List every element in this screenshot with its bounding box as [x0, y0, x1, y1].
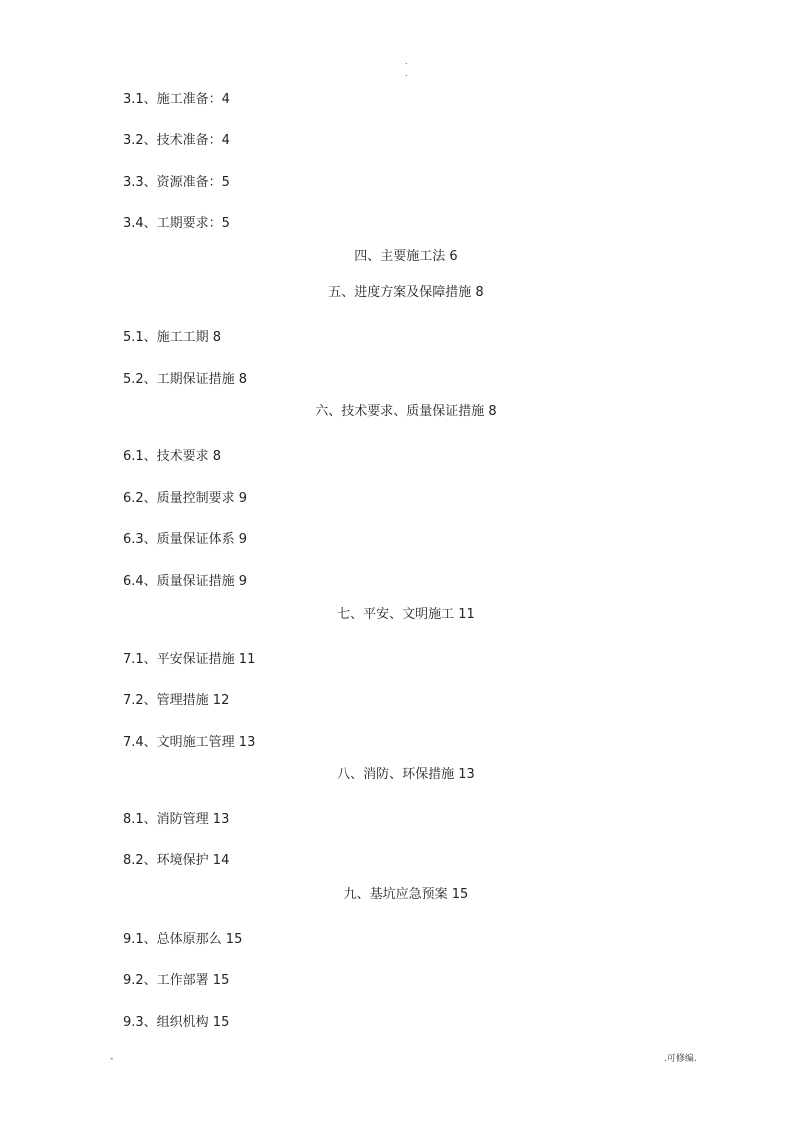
header-mark-bottom: .	[405, 69, 408, 78]
toc-entry-6-4: 6.4、质量保证措施 9	[123, 574, 248, 589]
footer-left-mark: -	[110, 1054, 114, 1064]
header-mark-top: .	[405, 57, 408, 66]
toc-entry-3-3: 3.3、资源准备：5	[123, 175, 230, 190]
toc-entry-3-2: 3.2、技术准备：4	[123, 133, 230, 148]
toc-entry-9-2: 9.2、工作部署 15	[123, 973, 230, 988]
toc-entry-8-2: 8.2、环境保护 14	[123, 853, 230, 868]
toc-entry-9-3: 9.3、组织机构 15	[123, 1015, 230, 1030]
footer-editable-note: .可修编.	[664, 1054, 697, 1064]
toc-entry-9-1: 9.1、总体原那么 15	[123, 932, 243, 947]
toc-section-8: 八、消防、环保措施 13	[337, 767, 475, 782]
toc-section-4: 四、主要施工法 6	[354, 249, 458, 264]
toc-entry-7-2: 7.2、管理措施 12	[123, 693, 230, 708]
toc-entry-6-3: 6.3、质量保证体系 9	[123, 532, 248, 547]
toc-section-5: 五、进度方案及保障措施 8	[328, 285, 484, 300]
toc-entry-7-1: 7.1、平安保证措施 11	[123, 652, 256, 667]
toc-entry-5-2: 5.2、工期保证措施 8	[123, 372, 248, 387]
toc-section-6: 六、技术要求、质量保证措施 8	[315, 404, 497, 419]
toc-entry-6-2: 6.2、质量控制要求 9	[123, 491, 248, 506]
toc-entry-6-1: 6.1、技术要求 8	[123, 449, 222, 464]
toc-entry-7-4: 7.4、文明施工管理 13	[123, 735, 256, 750]
toc-entry-8-1: 8.1、消防管理 13	[123, 812, 230, 827]
toc-section-9: 九、基坑应急预案 15	[343, 887, 469, 902]
toc-section-7: 七、平安、文明施工 11	[337, 607, 475, 622]
toc-entry-3-4: 3.4、工期要求：5	[123, 216, 230, 231]
toc-entry-3-1: 3.1、施工准备：4	[123, 92, 230, 107]
toc-entry-5-1: 5.1、施工工期 8	[123, 330, 222, 345]
